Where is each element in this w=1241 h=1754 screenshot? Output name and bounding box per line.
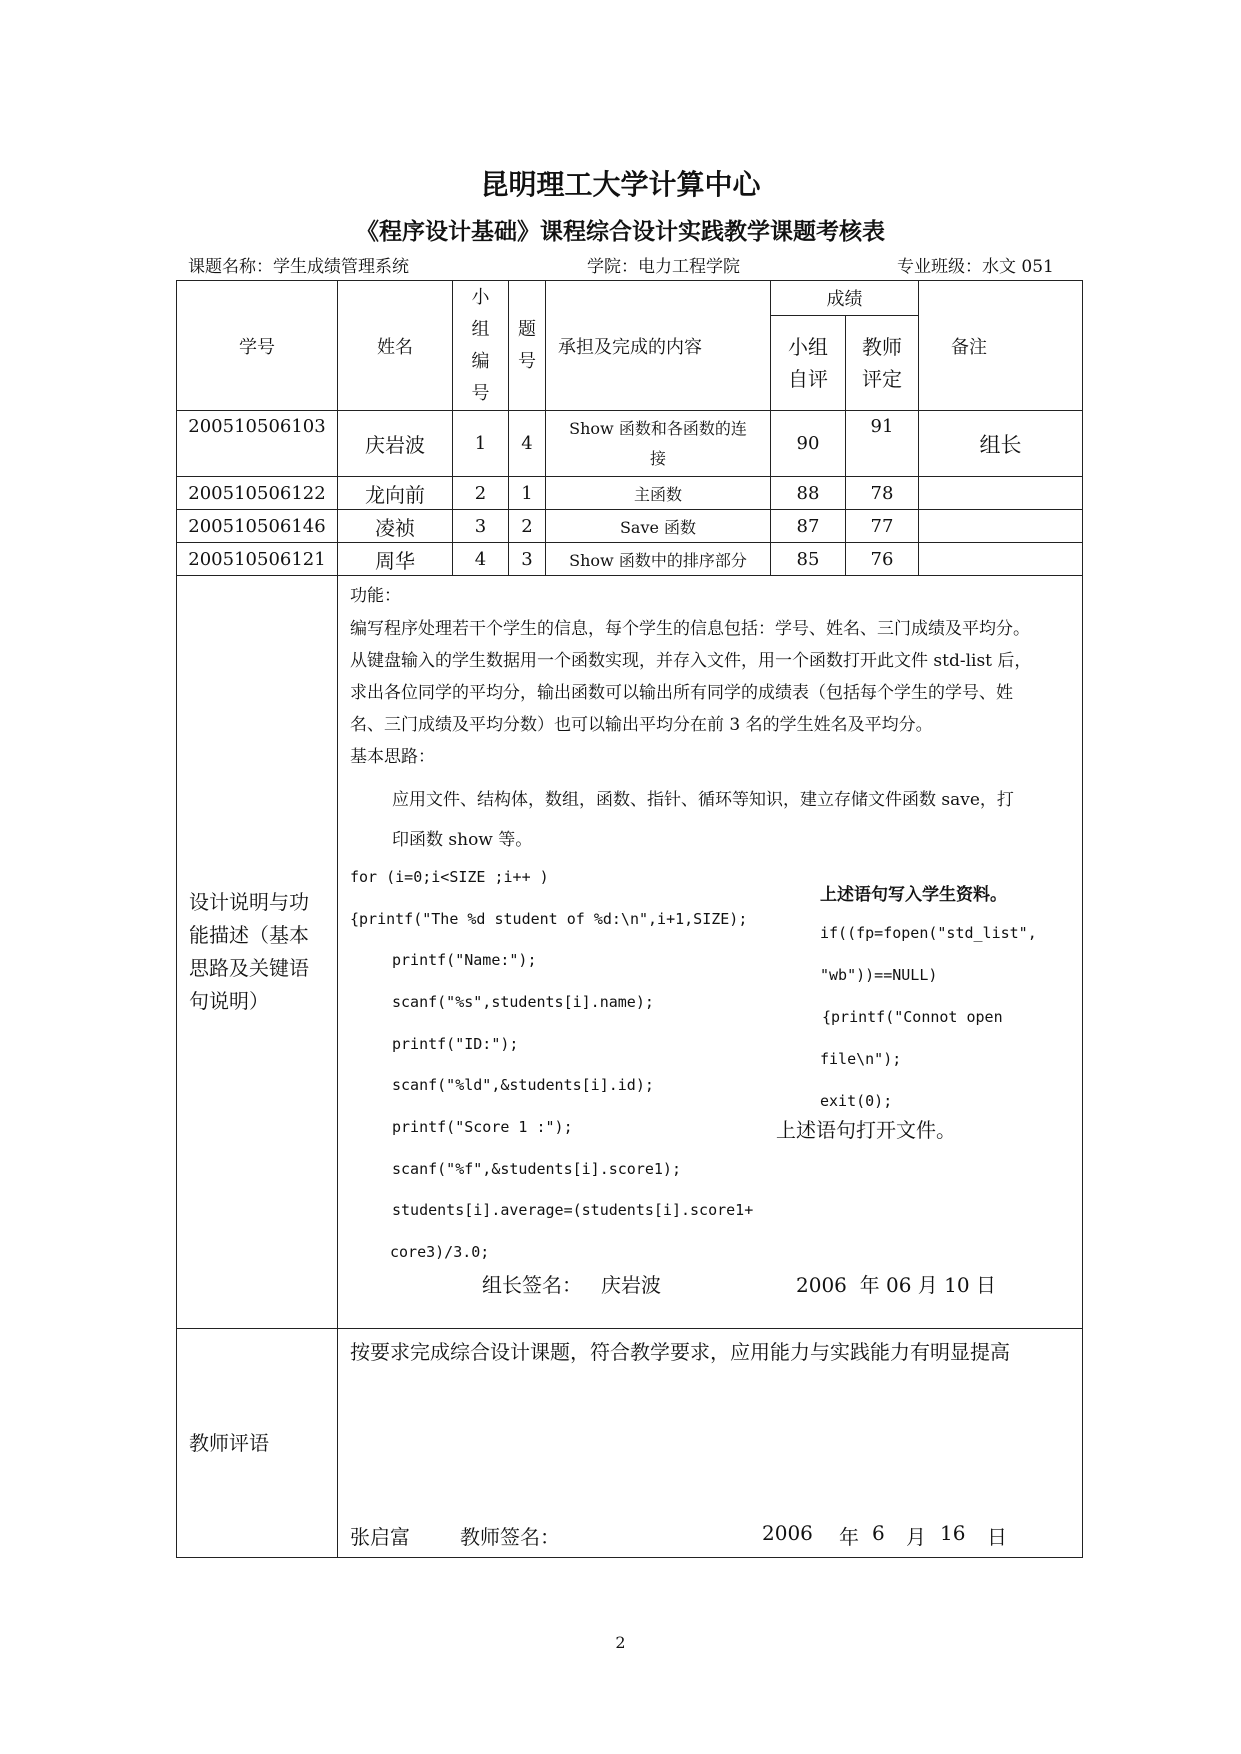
code-line: {printf("Connot open [822, 1008, 1003, 1026]
leader-sign-date: 2006 年 06 月 10 日 [796, 1273, 996, 1297]
function-line: 求出各位同学的平均分，输出函数可以输出所有同学的成绩表（包括每个学生的学号、姓 [350, 683, 1013, 703]
table-row: 200510506146 凌祯 3 2 Save 函数 87 77 [177, 510, 1083, 543]
idea-line: 印函数 show 等。 [392, 830, 533, 850]
header-name: 姓名 [338, 281, 453, 411]
header-group-number: 小 组 编 号 [453, 281, 509, 411]
comment-day-unit: 日 [987, 1525, 1007, 1549]
design-label: 设计说明与功 能描述（基本 思路及关键语 句说明） [177, 576, 338, 1329]
table-row: 200510506103 庆岩波 1 4 Show 函数和各函数的连 接 90 91 组长 [177, 411, 1083, 477]
header-question-number: 题 号 [509, 281, 546, 411]
header-student-id: 学号 [177, 281, 338, 411]
comment-content [338, 1329, 1083, 1558]
document-title: 昆明理工大学计算中心 [480, 168, 761, 201]
note-open: 上述语句打开文件。 [776, 1118, 956, 1142]
note-write: 上述语句写入学生资料。 [820, 885, 1007, 905]
code-line: "wb"))==NULL) [820, 966, 938, 984]
teacher-sign-label: 教师签名： [460, 1525, 560, 1549]
comment-section [177, 1329, 1083, 1558]
comment-month: 6 [872, 1521, 885, 1545]
code-line: students[i].average=(students[i].score1+ [392, 1201, 754, 1219]
comment-text: 按要求完成综合设计课题，符合教学要求，应用能力与实践能力有明显提高 [350, 1340, 1010, 1364]
code-line: for (i=0;i<SIZE ;i++ ) [350, 868, 549, 886]
header-score: 成绩 [771, 281, 919, 316]
code-line: printf("Name:"); [392, 951, 537, 969]
comment-year: 2006 [762, 1521, 813, 1545]
header-content: 承担及完成的内容 [546, 281, 771, 411]
code-line: printf("Score 1 :"); [392, 1118, 573, 1136]
comment-year-unit: 年 [839, 1525, 859, 1549]
design-section [177, 576, 1083, 1329]
table-row: 200510506121 周华 4 3 Show 函数中的排序部分 85 76 [177, 543, 1083, 576]
code-line: scanf("%s",students[i].name); [392, 993, 654, 1011]
header-teacher-eval: 教师 评定 [846, 316, 919, 411]
comment-month-unit: 月 [906, 1525, 926, 1549]
code-line: file\n"); [820, 1050, 902, 1068]
table-row: 200510506122 龙向前 2 1 主函数 88 78 [177, 477, 1083, 510]
function-line: 名、三门成绩及平均分数）也可以输出平均分在前 3 名的学生姓名及平均分。 [350, 715, 933, 735]
comment-day: 16 [940, 1521, 966, 1545]
idea-title: 基本思路： [350, 747, 435, 767]
function-line: 从键盘输入的学生数据用一个函数实现，并存入文件，用一个函数打开此文件 std-list 后， [350, 651, 1032, 671]
code-line: scanf("%f",&students[i].score1); [392, 1160, 681, 1178]
leader-sign-label: 组长签名： [482, 1273, 582, 1297]
teacher-name: 张启富 [350, 1525, 410, 1549]
code-line: {printf("The %d student of %d:\n",i+1,SIZE); [350, 910, 748, 928]
code-line: exit(0); [820, 1092, 893, 1110]
leader-sign-name: 庆岩波 [601, 1273, 661, 1297]
function-title: 功能： [350, 586, 401, 606]
assessment-table [176, 280, 1083, 1558]
topic-name: 课题名称：学生成绩管理系统 [188, 257, 409, 277]
function-line: 编写程序处理若干个学生的信息，每个学生的信息包括：学号、姓名、三门成绩及平均分。 [350, 619, 1030, 639]
college-name: 学院：电力工程学院 [587, 257, 740, 277]
page-number: 2 [615, 1633, 626, 1652]
comment-label: 教师评语 [177, 1329, 338, 1558]
header-self-eval: 小组 自评 [771, 316, 846, 411]
code-line: if((fp=fopen("std_list", [820, 924, 1037, 942]
class-name: 专业班级：水文 051 [897, 257, 1054, 277]
document-subtitle: 《程序设计基础》课程综合设计实践教学课题考核表 [356, 218, 885, 245]
code-line: scanf("%ld",&students[i].id); [392, 1076, 654, 1094]
code-line: core3)/3.0; [390, 1243, 490, 1261]
header-remark: 备注 [919, 281, 1083, 411]
idea-line: 应用文件、结构体，数组，函数、指针、循环等知识，建立存储文件函数 save，打 [392, 790, 1014, 810]
code-line: printf("ID:"); [392, 1035, 519, 1053]
design-content [338, 576, 1083, 1329]
